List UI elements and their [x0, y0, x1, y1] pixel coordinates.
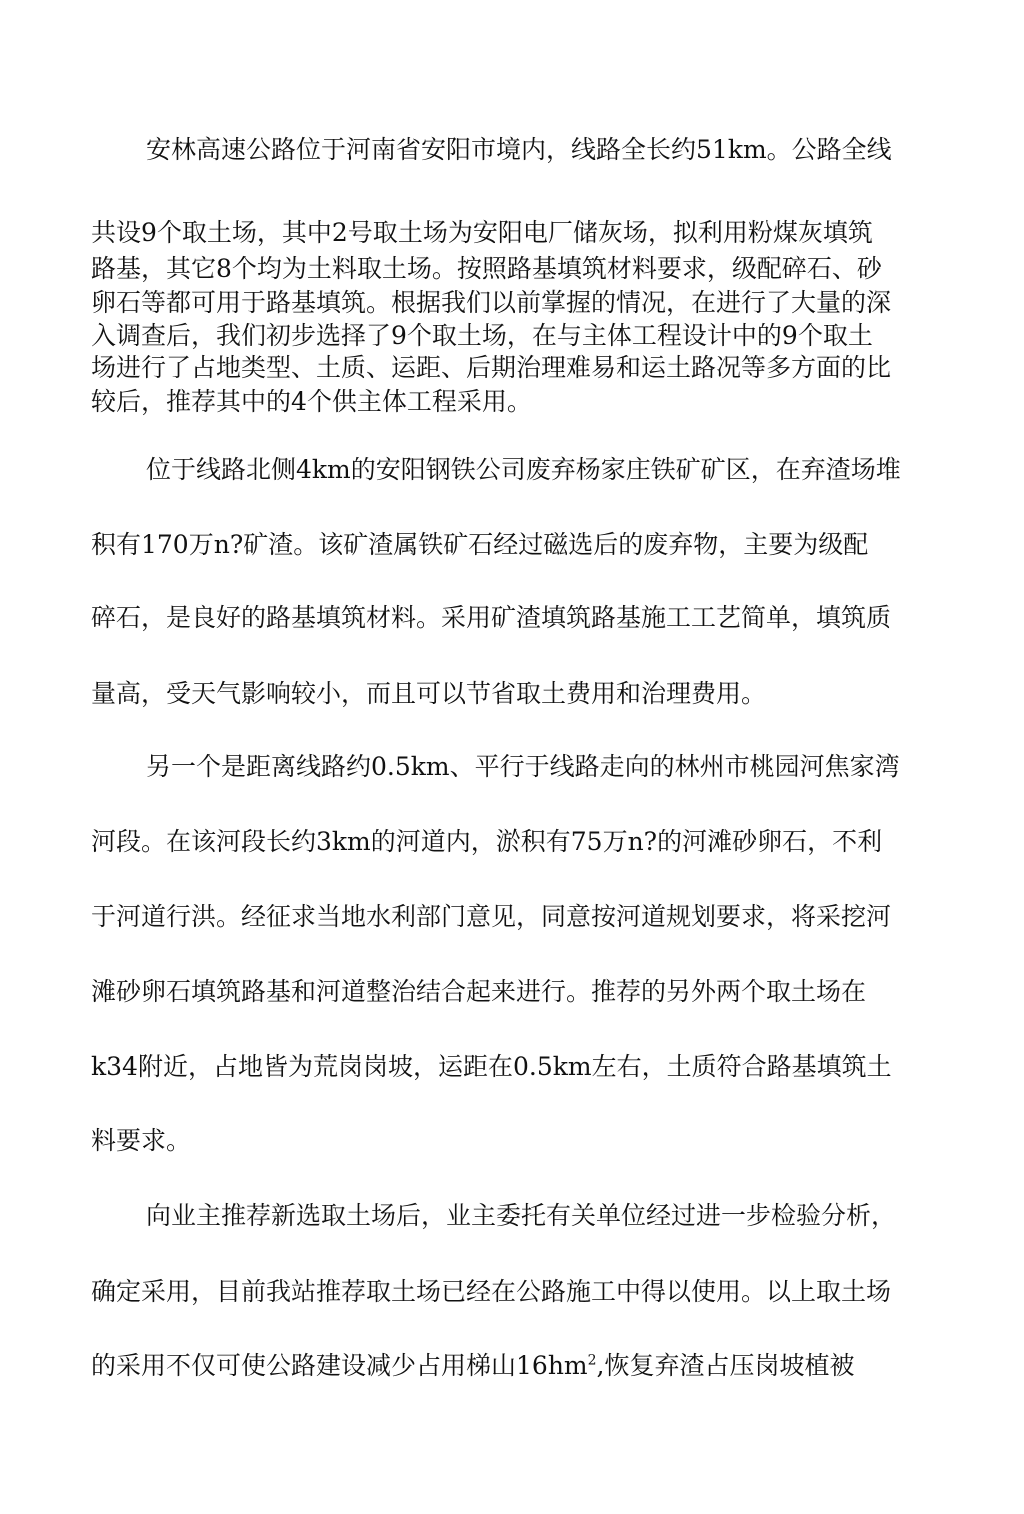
text-line	[91, 1351, 855, 1381]
text-fragment: ,恢复弃渣占压岗坡植被	[596, 1351, 855, 1380]
superscript: 2	[587, 1352, 597, 1369]
text-fragment: 的采用不仅可使公路建设减少占用梯山16hm	[91, 1351, 588, 1380]
text-line: 入调查后，我们初步选择了9个取土场，在与主体工程设计中的9个取土	[91, 321, 873, 350]
text-line: 位于线路北侧4km的安阳钢铁公司废弃杨家庄铁矿矿区，在弃渣场堆	[146, 455, 901, 484]
text-line: 碎石，是良好的路基填筑材料。采用矿渣填筑路基施工工艺简单，填筑质	[91, 603, 892, 632]
text-line: 料要求。	[91, 1126, 192, 1155]
text-line: 确定采用，目前我站推荐取土场已经在公路施工中得以使用。以上取土场	[91, 1277, 892, 1306]
text-line: 共设9个取土场，其中2号取土场为安阳电厂储灰场，拟利用粉煤灰填筑	[91, 218, 873, 247]
text-line: 卵石等都可用于路基填筑。根据我们以前掌握的情况，在进行了大量的深	[91, 288, 892, 317]
text-line: k34附近，占地皆为荒岗岗坡，运距在0.5km左右，土质符合路基填筑土	[91, 1052, 892, 1081]
text-line: 量高，受天气影响较小，而且可以节省取土费用和治理费用。	[91, 679, 767, 708]
text-line: 于河道行洪。经征求当地水利部门意见，同意按河道规划要求，将采挖河	[91, 902, 892, 931]
text-line: 积有170万n?矿渣。该矿渣属铁矿石经过磁选后的废弃物，主要为级配	[91, 530, 869, 559]
text-line: 另一个是距离线路约0.5km、平行于线路走向的林州市桃园河焦家湾	[146, 752, 900, 781]
text-line: 向业主推荐新选取土场后，业主委托有关单位经过进一步检验分析，	[146, 1201, 897, 1230]
text-line: 河段。在该河段长约3km的河道内，淤积有75万n?的河滩砂卵石，不利	[91, 827, 883, 856]
text-line: 较后，推荐其中的4个供主体工程采用。	[91, 387, 532, 416]
text-line: 路基，其它8个均为土料取土场。按照路基填筑材料要求，级配碎石、砂	[91, 254, 882, 283]
text-line: 场进行了占地类型、土质、运距、后期治理难易和运土路况等多方面的比	[91, 353, 892, 382]
text-line: 滩砂卵石填筑路基和河道整治结合起来进行。推荐的另外两个取土场在	[91, 977, 867, 1006]
text-line: 安林高速公路位于河南省安阳市境内，线路全长约51km。公路全线	[146, 135, 892, 164]
